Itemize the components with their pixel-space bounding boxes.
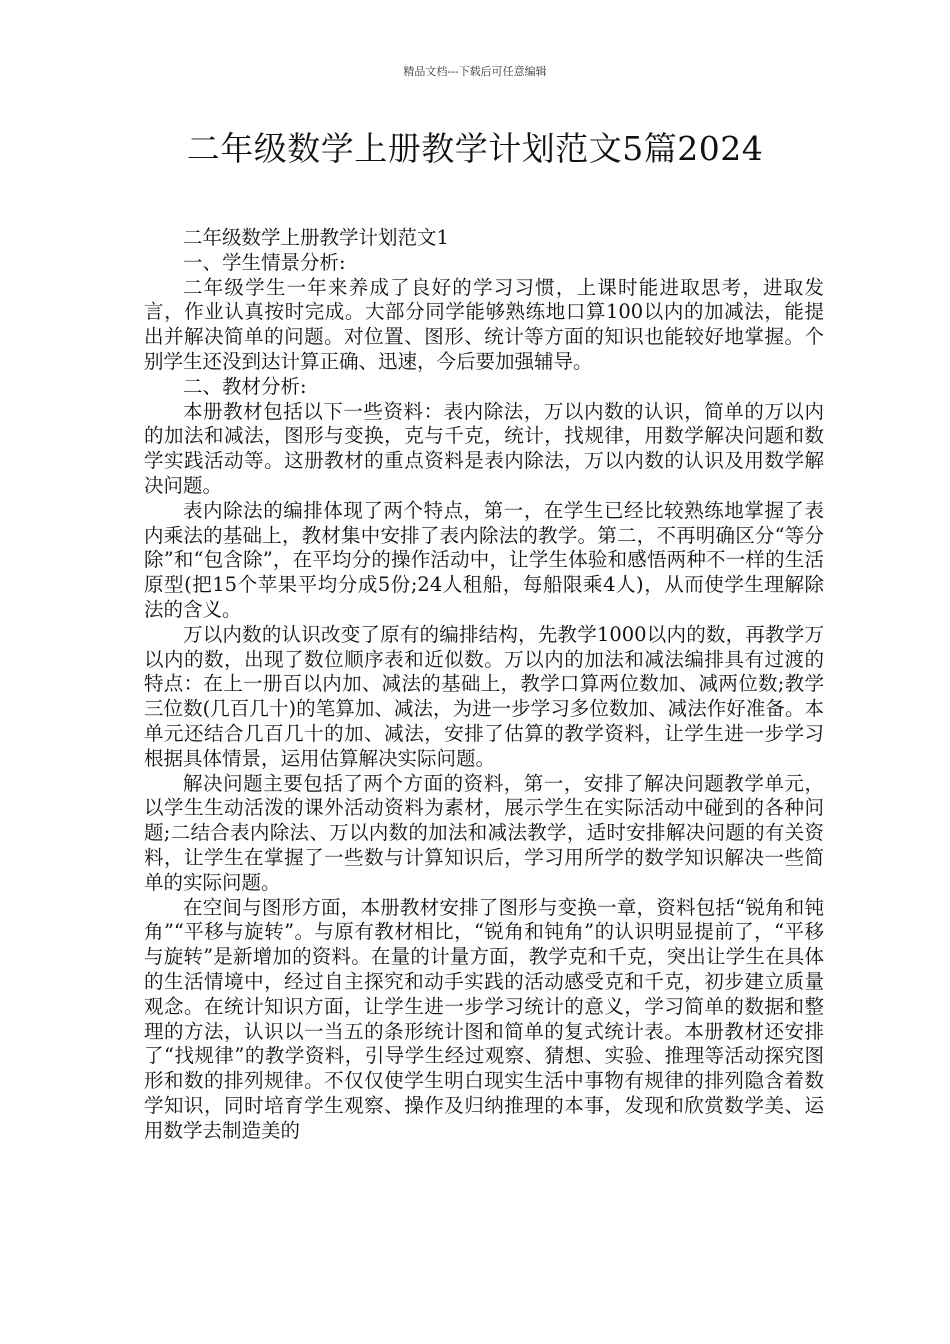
paragraph: 解决问题主要包括了两个方面的资料，第一，安排了解决问题教学单元，以学生生动活泼的课外活动资料为素材，展示学生在实际活动中碰到的各种问题;二结合表内除法、万以内数的加法和减法教学，适时安排解决问题的有关资料，让学生在掌握了一些数与计算知识后，学习用所学的数学知识解决一些简单的实际问题。 [144, 771, 824, 894]
paragraph: 表内除法的编排体现了两个特点，第一，在学生已经比较熟练地掌握了表内乘法的基础上，教材集中安排了表内除法的教学。第二，不再明确区分“等分除”和“包含除”，在平均分的操作活动中，让学生体验和感悟两种不一样的生活原型(把15个苹果平均分成5份;24人租船，每船限乘4人)，从而使学生理解除法的含义。 [144, 498, 824, 621]
section-heading: 二年级数学上册教学计划范文1 [183, 226, 449, 249]
subheading-student-analysis: 一、学生情景分析: [183, 250, 346, 274]
document-header-note: 精品文档---下载后可任意编辑 [403, 65, 547, 78]
document-title: 二年级数学上册教学计划范文5篇2024 [186, 129, 764, 168]
subheading-textbook-analysis: 二、教材分析: [183, 374, 307, 398]
paragraph: 在空间与图形方面，本册教材安排了图形与变换一章，资料包括“锐角和钝角”“平移与旋转”。与原有教材相比，“锐角和钝角”的认识明显提前了，“平移与旋转”是新增加的资料。在量的计量方面，教学克和千克，突出让学生在具体的生活情境中，经过自主探究和动手实践的活动感受克和千克，初步建立质量观念。在统计知识方面，让学生进一步学习统计的意义，学习简单的数据和整理的方法，认识以一当五的条形统计图和简单的复式统计表。本册教材还安排了“找规律”的教学资料，引导学生经过观察、猜想、实验、推理等活动探究图形和数的排列规律。不仅仅使学生明白现实生活中事物有规律的排列隐含着数学知识，同时培育学生观察、操作及归纳推理的本事，发现和欣赏数学美、运用数学去制造美的 [144, 895, 824, 1142]
paragraph: 本册教材包括以下一些资料：表内除法，万以内数的认识，简单的万以内的加法和减法，图形与变换，克与千克，统计，找规律，用数学解决问题和数学实践活动等。这册教材的重点资料是表内除法，万以内数的认识及用数学解决问题。 [144, 399, 824, 497]
document-body [144, 226, 824, 1143]
paragraph: 万以内数的认识改变了原有的编排结构，先教学1000以内的数，再教学万以内的数，出现了数位顺序表和近似数。万以内的加法和减法编排具有过渡的特点：在上一册百以内加、减法的基础上，教学口算两位数加、减两位数;教学三位数(几百几十)的笔算加、减法，为进一步学习多位数加、减法作好准备。本单元还结合几百几十的加、减法，安排了估算的教学资料，让学生进一步学习根据具体情景，运用估算解决实际问题。 [144, 622, 824, 770]
paragraph: 二年级学生一年来养成了良好的学习习惯，上课时能进取思考，进取发言，作业认真按时完成。大部分同学能够熟练地口算100以内的加减法，能提出并解决简单的问题。对位置、图形、统计等方面的知识也能较好地掌握。个别学生还没到达计算正确、迅速，今后要加强辅导。 [144, 275, 824, 373]
